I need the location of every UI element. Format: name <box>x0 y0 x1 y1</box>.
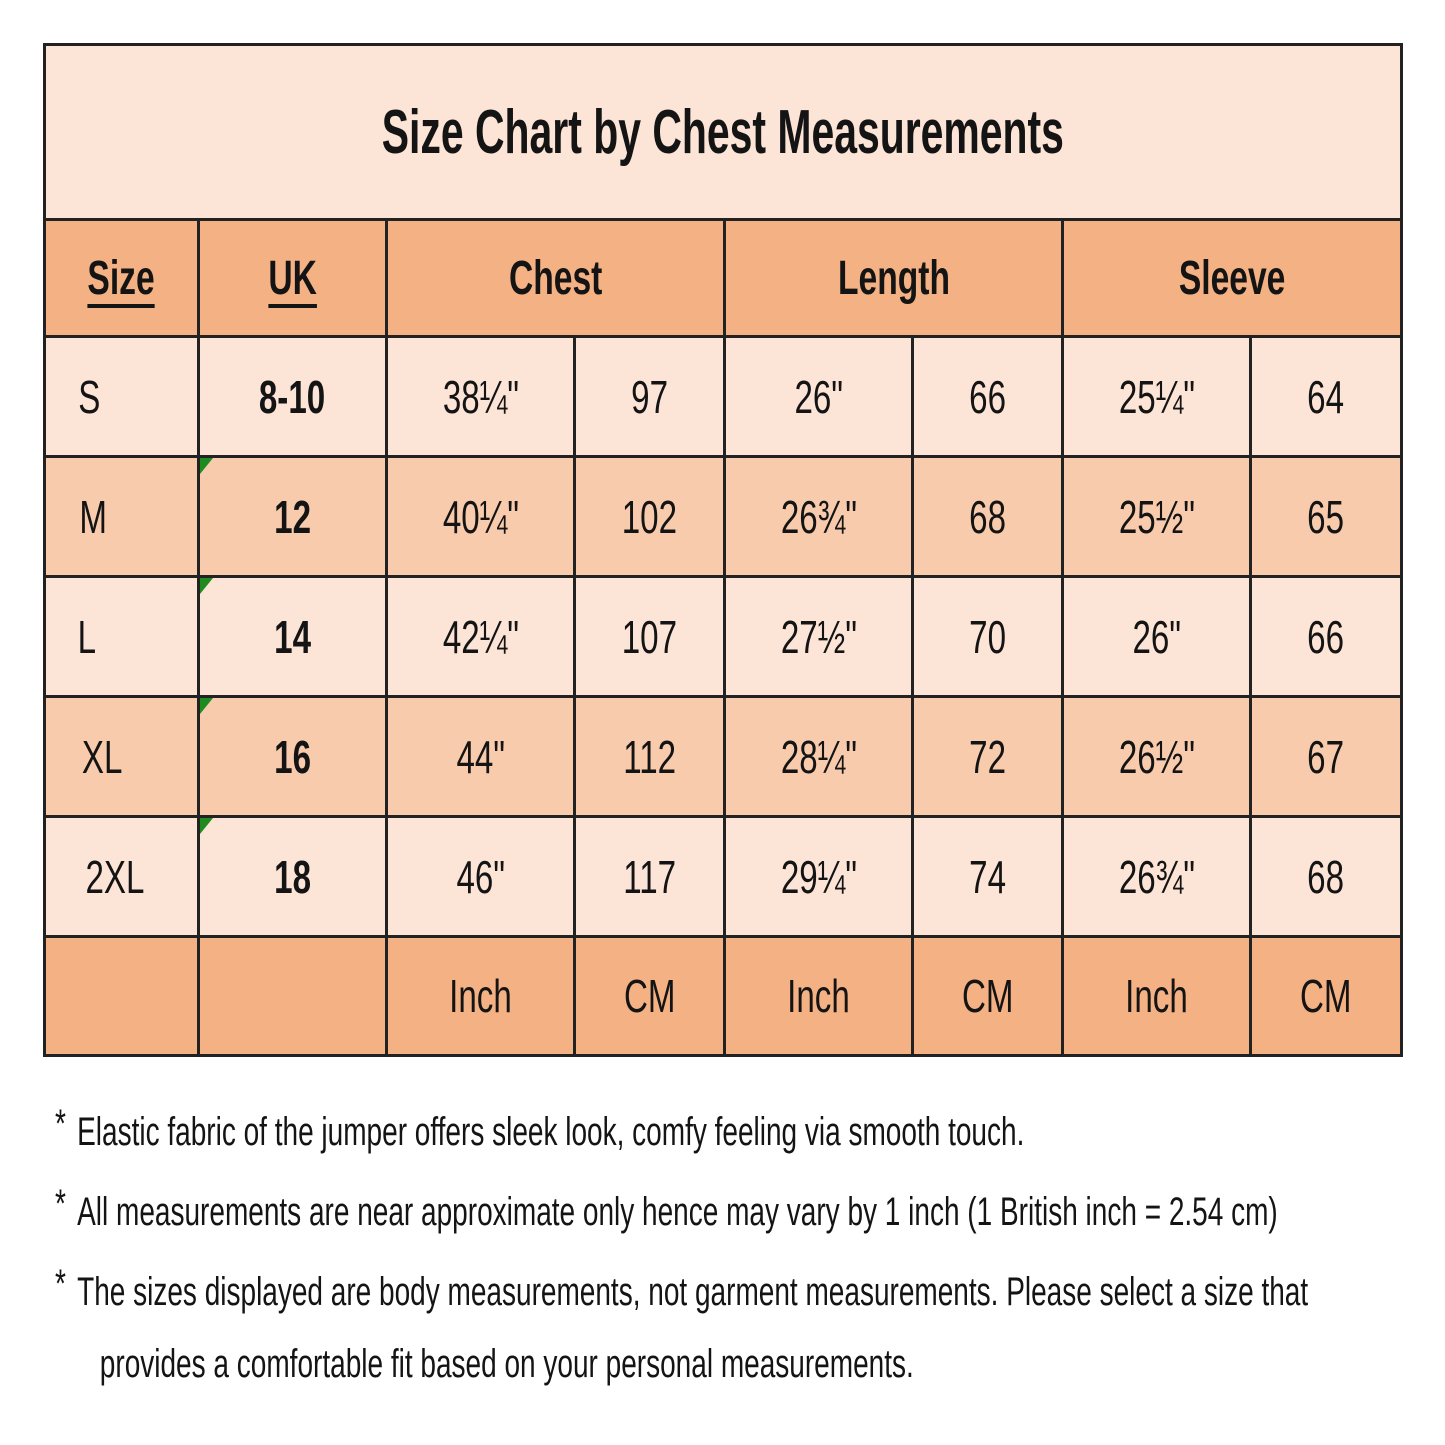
sleeve-cm-cell: 64 <box>1251 337 1402 457</box>
header-chest: Chest <box>387 220 725 337</box>
length-cm-cell: 68 <box>913 457 1063 577</box>
length-inch-cell: 26" <box>725 337 913 457</box>
unit-cm-cell: CM <box>1251 937 1402 1056</box>
footnote-text: Elastic fabric of the jumper offers sleek look, comfy feeling via smooth touch. <box>77 1110 1025 1154</box>
length-cm-cell: 72 <box>913 697 1063 817</box>
comment-flag-icon <box>200 578 213 594</box>
footnote-body-measurements <box>55 1256 1371 1400</box>
unit-cm-cell: CM <box>913 937 1063 1056</box>
length-cm-cell: 66 <box>913 337 1063 457</box>
chest-cm-cell: 97 <box>575 337 725 457</box>
sleeve-cm-cell: 67 <box>1251 697 1402 817</box>
sleeve-inch-cell: 25¼" <box>1063 337 1251 457</box>
chest-inch-cell: 38¼" <box>387 337 575 457</box>
length-inch-cell: 27½" <box>725 577 913 697</box>
table-row-s <box>45 337 1402 457</box>
length-inch-cell: 29¼" <box>725 817 913 937</box>
table-title: Size Chart by Chest Measurements <box>45 45 1402 220</box>
unit-inch-cell: Inch <box>1063 937 1251 1056</box>
comment-flag-icon <box>200 698 213 714</box>
length-inch-cell: 26¾" <box>725 457 913 577</box>
empty-cell <box>199 937 387 1056</box>
size-cell: M <box>45 457 199 577</box>
footnotes <box>55 1096 1445 1408</box>
header-uk: UK <box>199 220 387 337</box>
uk-cell: 12 <box>199 457 387 577</box>
uk-cell: 14 <box>199 577 387 697</box>
asterisk-marker: * <box>55 1262 66 1306</box>
chest-inch-cell: 46" <box>387 817 575 937</box>
empty-cell <box>45 937 199 1056</box>
chest-cm-cell: 117 <box>575 817 725 937</box>
asterisk-marker: * <box>55 1102 66 1146</box>
table-row-2xl <box>45 817 1402 937</box>
table-header-row <box>45 220 1402 337</box>
table-unit-row <box>45 937 1402 1056</box>
chest-inch-cell: 44" <box>387 697 575 817</box>
size-cell: 2XL <box>45 817 199 937</box>
sleeve-cm-cell: 65 <box>1251 457 1402 577</box>
sleeve-cm-cell: 66 <box>1251 577 1402 697</box>
sleeve-cm-cell: 68 <box>1251 817 1402 937</box>
header-size: Size <box>45 220 199 337</box>
comment-flag-icon <box>200 818 213 834</box>
table-row-m <box>45 457 1402 577</box>
length-inch-cell: 28¼" <box>725 697 913 817</box>
header-sleeve: Sleeve <box>1063 220 1402 337</box>
chest-inch-cell: 40¼" <box>387 457 575 577</box>
chest-cm-cell: 102 <box>575 457 725 577</box>
header-length: Length <box>725 220 1063 337</box>
unit-inch-cell: Inch <box>725 937 913 1056</box>
size-cell: S <box>45 337 199 457</box>
chest-cm-cell: 112 <box>575 697 725 817</box>
chest-inch-cell: 42¼" <box>387 577 575 697</box>
footnote-text: All measurements are near approximate only hence may vary by 1 inch (1 British inch = 2.54 cm) <box>77 1190 1278 1234</box>
size-chart-table <box>43 43 1403 1057</box>
size-cell: XL <box>45 697 199 817</box>
sleeve-inch-cell: 26½" <box>1063 697 1251 817</box>
uk-cell: 18 <box>199 817 387 937</box>
footnote-text: The sizes displayed are body measurements, not garment measurements. Please select a size that provides a comfortable fit based on your personal measurements. <box>77 1270 1309 1386</box>
length-cm-cell: 74 <box>913 817 1063 937</box>
asterisk-marker: * <box>55 1182 66 1226</box>
uk-cell: 8-10 <box>199 337 387 457</box>
unit-inch-cell: Inch <box>387 937 575 1056</box>
sleeve-inch-cell: 25½" <box>1063 457 1251 577</box>
footnote-fabric <box>55 1096 1371 1168</box>
comment-flag-icon <box>200 458 213 474</box>
uk-cell: 16 <box>199 697 387 817</box>
table-row-xl <box>45 697 1402 817</box>
chest-cm-cell: 107 <box>575 577 725 697</box>
length-cm-cell: 70 <box>913 577 1063 697</box>
table-row-l <box>45 577 1402 697</box>
size-cell: L <box>45 577 199 697</box>
sleeve-inch-cell: 26¾" <box>1063 817 1251 937</box>
sleeve-inch-cell: 26" <box>1063 577 1251 697</box>
table-title-row <box>45 45 1402 220</box>
footnote-approximate <box>55 1176 1371 1248</box>
unit-cm-cell: CM <box>575 937 725 1056</box>
